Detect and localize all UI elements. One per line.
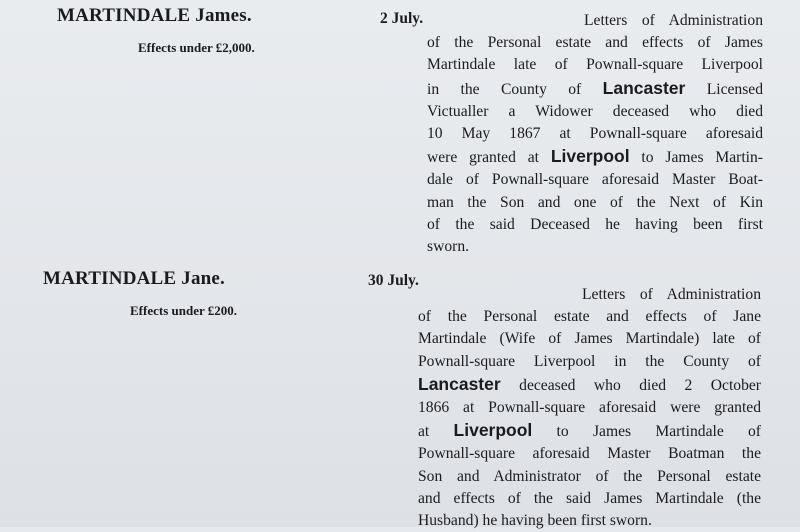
- entry-effects: Effects under £200.: [130, 303, 238, 318]
- entry-line: in the County of Lancaster Licensed: [427, 77, 763, 98]
- entry-line: dale of Pownall-square aforesaid Master Boat-: [427, 171, 763, 189]
- entry-body: [418, 284, 761, 532]
- place-name: Lancaster: [602, 77, 686, 98]
- entry-line: Husband) he having been first sworn.: [418, 512, 652, 530]
- entry-line: of the Personal estate and effects of Jane: [418, 308, 761, 326]
- place-name: Lancaster: [418, 373, 501, 394]
- entry-name: [43, 268, 225, 290]
- entry-line: Son and Administrator of the Personal estate: [418, 467, 761, 485]
- entry-line: of the Personal estate and effects of James: [427, 34, 763, 52]
- entry-date: 2 July.: [380, 10, 424, 27]
- entry-line: at Liverpool to James Martindale of: [418, 420, 761, 441]
- entry-effects: Effects under £2,000.: [138, 40, 255, 55]
- entry-line: of the said Deceased he having been first: [427, 215, 763, 233]
- entry-line: Pownall-square Liverpool in the County of: [418, 352, 761, 370]
- entry-line: were granted at Liverpool to James Martin-: [427, 146, 763, 167]
- entry-line: and effects of the said James Martindale (the: [418, 489, 761, 507]
- entry-date: 30 July.: [368, 272, 419, 289]
- entry-line: Victualler a Widower deceased who died: [427, 102, 763, 120]
- entry-given-name: James.: [195, 5, 252, 26]
- entry-surname: MARTINDALE: [57, 5, 191, 26]
- entry-line: 1866 at Pownall-square aforesaid were granted: [418, 399, 761, 417]
- entry-line: Letters of Administration: [582, 286, 761, 303]
- entry-name: [57, 5, 252, 27]
- entry-line: Pownall-square aforesaid Master Boatman the: [418, 445, 761, 463]
- entry-line: Letters of Administration: [584, 12, 763, 29]
- entry-line: man the Son and one of the Next of Kin: [427, 193, 763, 211]
- place-name: Liverpool: [550, 146, 630, 167]
- entry-line: Martindale late of Pownall-square Liverpool: [427, 56, 763, 74]
- entry-line: sworn.: [427, 238, 470, 256]
- entry-body: [427, 10, 763, 258]
- entry-line: Lancaster deceased who died 2 October: [418, 373, 761, 394]
- entry-line: 10 May 1867 at Pownall-square aforesaid: [427, 125, 763, 143]
- entry-surname: MARTINDALE: [43, 268, 177, 289]
- entry-given-name: Jane.: [181, 268, 225, 289]
- entry-line: Martindale (Wife of James Martindale) late of: [418, 330, 761, 348]
- place-name: Liverpool: [453, 420, 533, 441]
